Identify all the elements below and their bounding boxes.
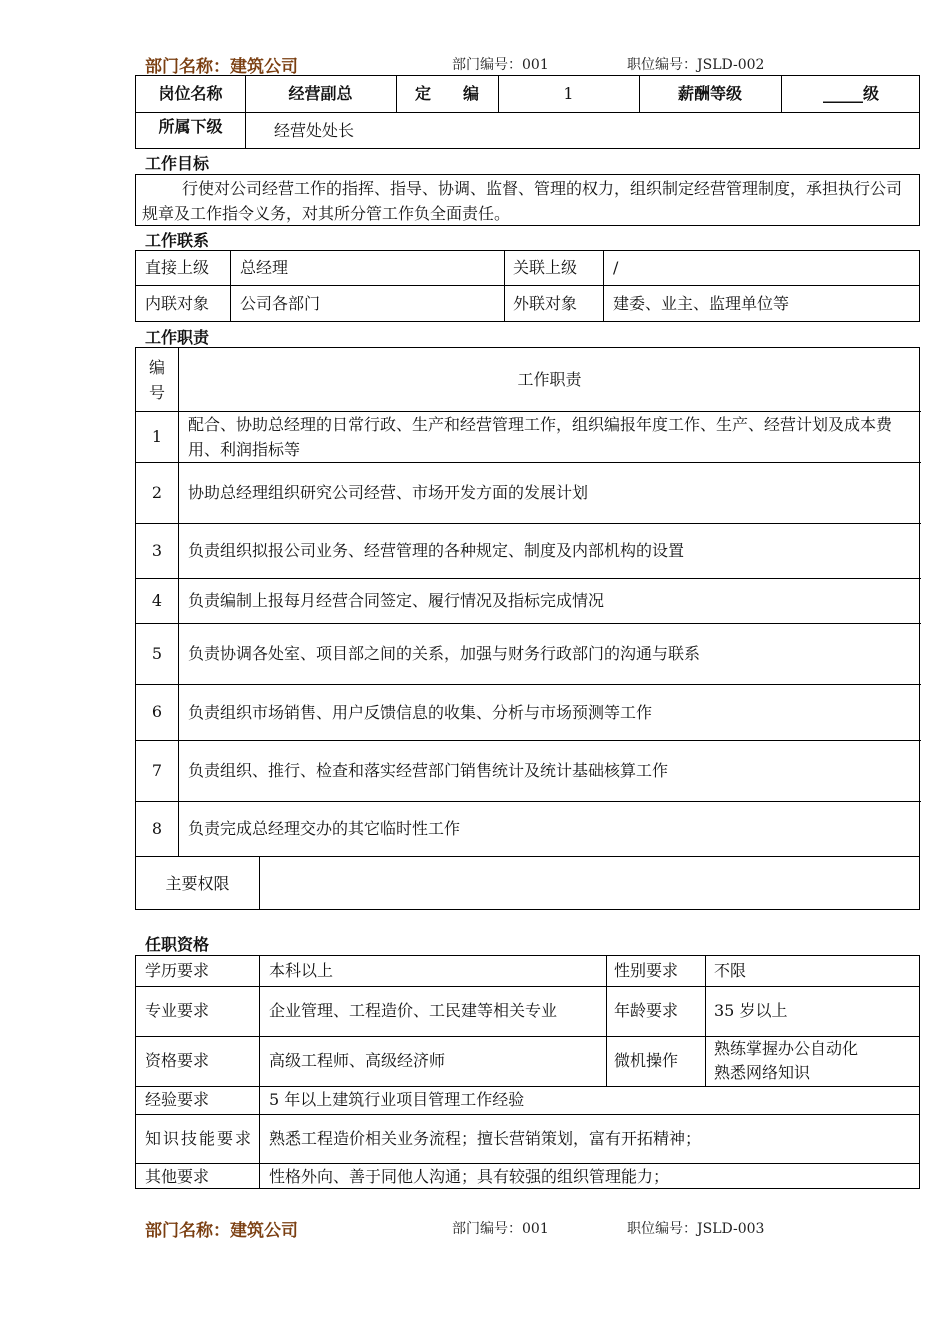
skills-label: 知识技能要求 — [145, 1128, 254, 1148]
other-requirements-value: 性格外向、善于同他人沟通；具有较强的组织管理能力； — [269, 1166, 670, 1186]
duty-text: 配合、协助总经理的日常行政、生产和经营管理工作，组织编报年度工作、生产、经营计划及成本费用、利润指标等 — [188, 414, 893, 459]
duty-number: 5 — [151, 643, 163, 663]
related-superior-label: 关联上级 — [513, 258, 578, 277]
next-department-number: 部门编号：001 — [452, 1221, 549, 1237]
work-relations-title: 工作联系 — [145, 231, 210, 250]
major-label: 专业要求 — [145, 1001, 210, 1020]
other-requirements-label: 其他要求 — [145, 1166, 210, 1186]
duty-number: 4 — [151, 590, 163, 610]
duty-text-header: 工作职责 — [517, 369, 582, 389]
gender-value: 不限 — [714, 961, 747, 980]
salary-grade-label: 薪酬等级 — [677, 84, 742, 103]
internal-contacts-value: 公司各部门 — [240, 293, 321, 313]
next-position-number: 职位编号：JSLD-003 — [627, 1221, 765, 1237]
direct-superior-label: 直接上级 — [145, 258, 210, 277]
quota-value: 1 — [563, 84, 574, 103]
duty-text: 负责组织拟报公司业务、经营管理的各种规定、制度及内部机构的设置 — [188, 541, 685, 560]
age-value: 35 岁以上 — [714, 1001, 788, 1020]
quota-label: 定 编 — [414, 84, 479, 103]
subordinate-value: 经营处处长 — [274, 121, 355, 140]
duty-number: 7 — [151, 760, 163, 780]
duty-text: 协助总经理组织研究公司经营、市场开发方面的发展计划 — [188, 483, 589, 502]
qualifications-table — [135, 955, 920, 1189]
work-relations-table — [135, 250, 920, 322]
duty-text: 负责完成总经理交办的其它临时性工作 — [188, 819, 461, 838]
work-goal-box — [135, 174, 920, 226]
post-name-label: 岗位名称 — [158, 84, 223, 103]
duties-table — [135, 347, 920, 910]
department-number: 部门编号：001 — [452, 57, 549, 73]
salary-grade-value: _____级 — [822, 84, 879, 103]
computer-skills-line-1: 熟练掌握办公自动化 — [714, 1039, 859, 1058]
certification-label: 资格要求 — [145, 1051, 210, 1070]
education-label: 学历要求 — [145, 961, 210, 980]
subordinate-label: 所属下级 — [158, 117, 223, 136]
duty-number: 1 — [151, 426, 163, 446]
duty-text: 负责协调各处室、项目部之间的关系，加强与财务行政部门的沟通与联系 — [188, 644, 701, 663]
duty-number: 3 — [151, 540, 163, 560]
post-name-value: 经营副总 — [288, 84, 353, 103]
computer-skills-line-2: 熟悉网络知识 — [714, 1063, 811, 1082]
age-label: 年龄要求 — [614, 1001, 679, 1020]
duty-no-header: 编号 — [148, 357, 165, 402]
certification-value: 高级工程师、高级经济师 — [269, 1051, 446, 1070]
department-name: 部门名称：建筑公司 — [145, 57, 298, 77]
duty-number: 8 — [151, 818, 163, 838]
duties-title: 工作职责 — [145, 328, 210, 347]
education-value: 本科以上 — [269, 961, 334, 980]
experience-label: 经验要求 — [145, 1090, 210, 1109]
computer-skills-value — [714, 1036, 858, 1086]
duty-text: 负责组织、推行、检查和落实经营部门销售统计及统计基础核算工作 — [188, 761, 669, 780]
authority-label: 主要权限 — [165, 873, 230, 893]
internal-contacts-label: 内联对象 — [145, 293, 210, 313]
next-department-name: 部门名称：建筑公司 — [145, 1221, 298, 1241]
experience-value: 5 年以上建筑行业项目管理工作经验 — [269, 1090, 525, 1109]
duty-number: 2 — [151, 482, 163, 502]
major-value: 企业管理、工程造价、工民建等相关专业 — [269, 1001, 558, 1020]
duty-text: 负责编制上报每月经营合同签定、履行情况及指标完成情况 — [188, 591, 605, 610]
position-info-table — [135, 75, 920, 149]
external-contacts-label: 外联对象 — [513, 293, 578, 313]
duty-text: 负责组织市场销售、用户反馈信息的收集、分析与市场预测等工作 — [188, 702, 653, 722]
skills-value: 熟悉工程造价相关业务流程；擅长营销策划，富有开拓精神； — [269, 1128, 702, 1148]
position-number: 职位编号：JSLD-002 — [627, 57, 765, 73]
work-goal-text: 行使对公司经营工作的指挥、指导、协调、监督、管理的权力，组织制定经营管理制度，承担执行公司规章及工作指令义务，对其所分管工作负全面责任。 — [142, 179, 903, 223]
computer-skills-label: 微机操作 — [614, 1051, 679, 1070]
qualifications-title: 任职资格 — [145, 935, 210, 954]
duty-number: 6 — [151, 702, 163, 721]
work-goal-title: 工作目标 — [145, 154, 210, 173]
direct-superior-value: 总经理 — [240, 258, 289, 277]
gender-label: 性别要求 — [614, 961, 679, 980]
external-contacts-value: 建委、业主、监理单位等 — [613, 293, 790, 313]
related-superior-value: / — [613, 258, 619, 277]
